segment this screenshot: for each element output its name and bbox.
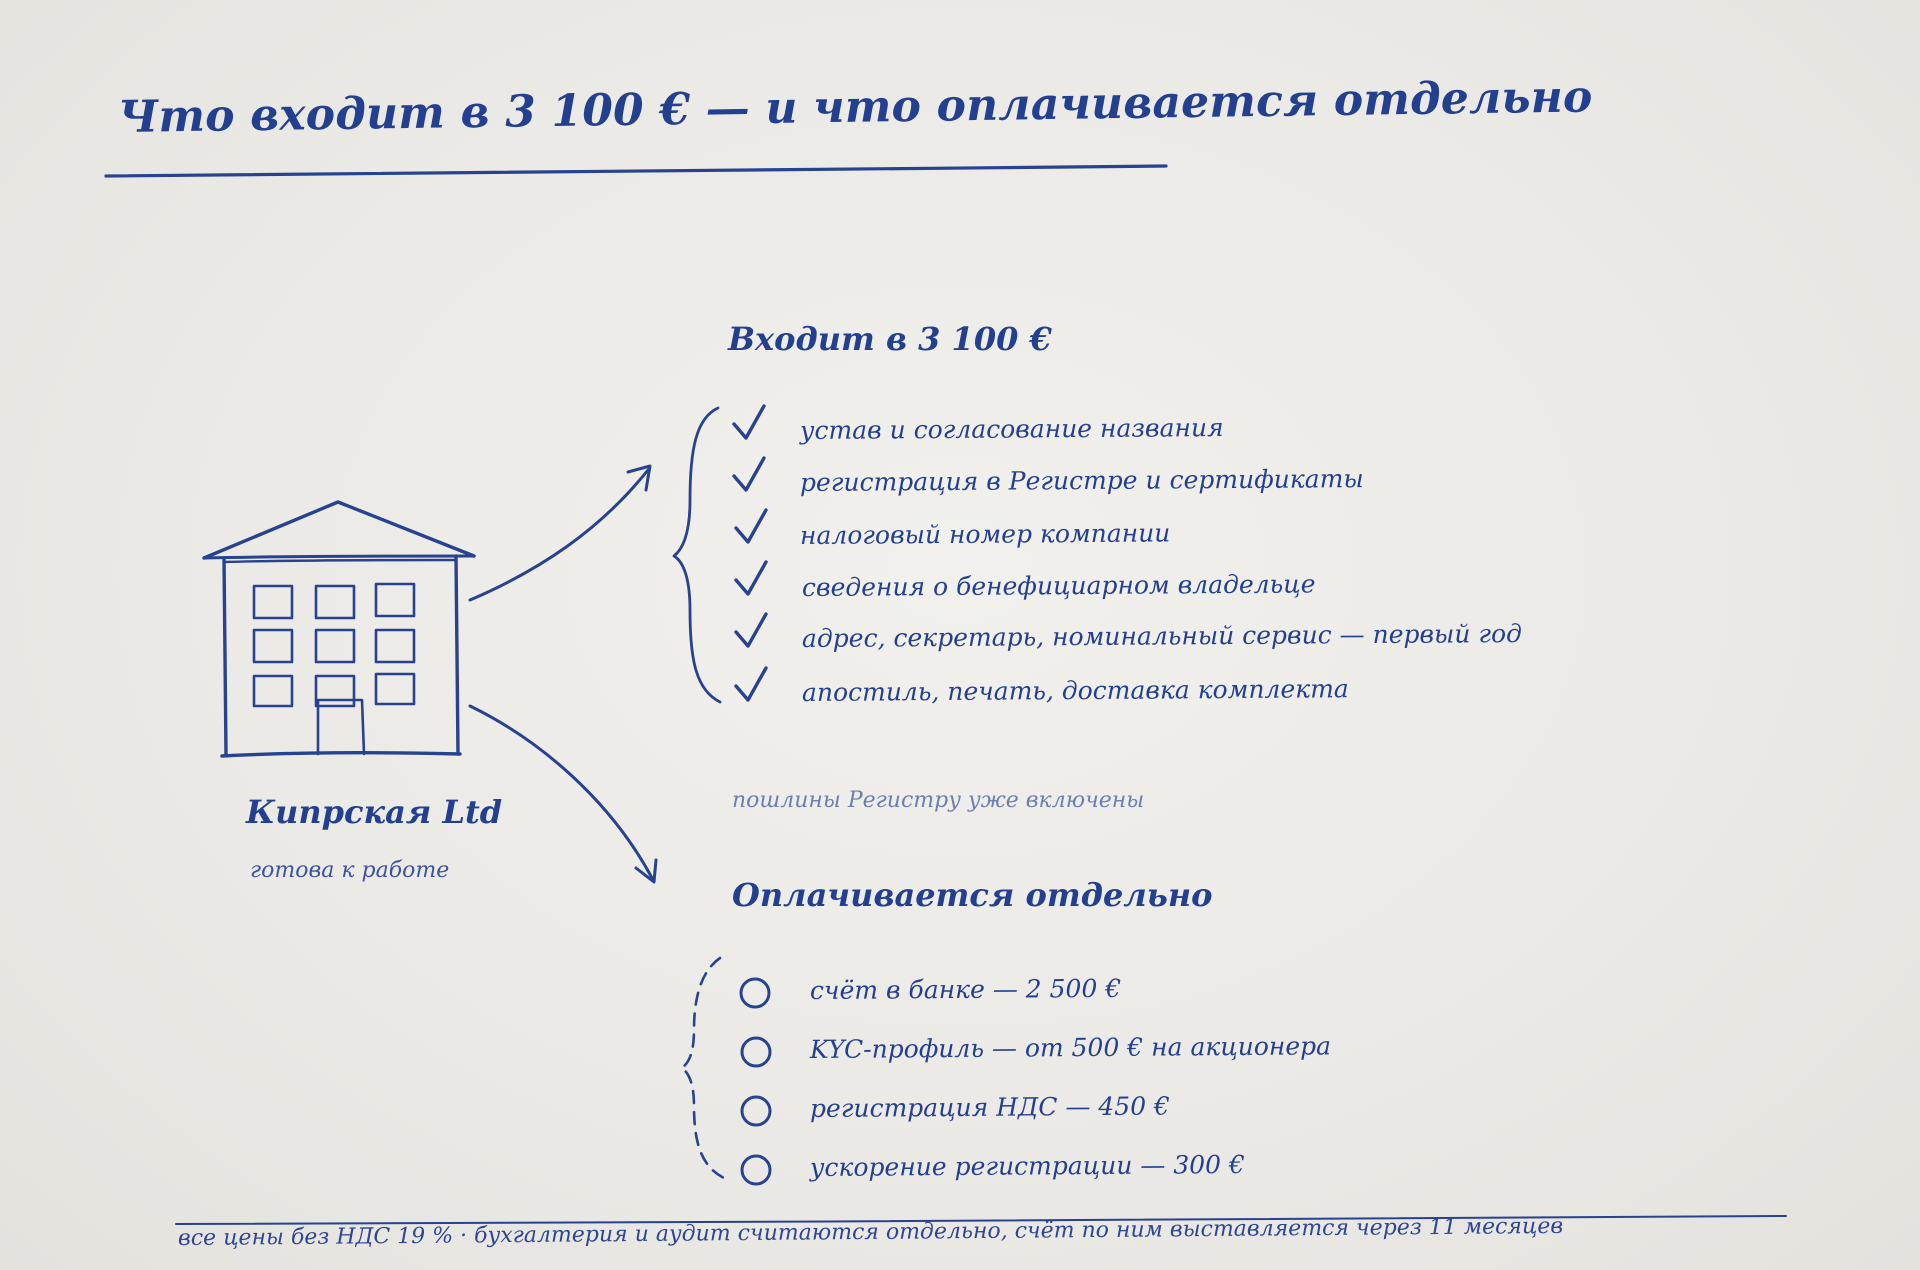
page-title: Что входит в 3 100 € — и что оплачивается отдельно bbox=[117, 71, 1593, 143]
extra-heading: Оплачивается отдельно bbox=[732, 876, 1213, 914]
included-item: регистрация в Регистре и сертификаты bbox=[799, 464, 1364, 497]
included-item: сведения о бенефициарном владельце bbox=[801, 569, 1316, 602]
footnote: все цены без НДС 19 % · бухгалтерия и аудит считаются отдельно, счёт по ним выставляется через 11 месяцев bbox=[177, 1213, 1564, 1251]
extra-item: счёт в банке — 2 500 € bbox=[809, 973, 1122, 1005]
included-item: адрес, секретарь, номинальный сервис — первый год bbox=[801, 618, 1523, 653]
included-item: налоговый номер компании bbox=[799, 518, 1171, 550]
company-status: готова к работе bbox=[250, 858, 450, 883]
included-item: устав и согласование названия bbox=[799, 413, 1224, 445]
included-heading: Входит в 3 100 € bbox=[728, 320, 1052, 358]
extra-item: регистрация НДС — 450 € bbox=[809, 1091, 1171, 1123]
company-name: Кипрская Ltd bbox=[246, 793, 503, 831]
extra-item: KYC-профиль — от 500 € на акционера bbox=[809, 1031, 1332, 1064]
extra-item: ускорение регистрации — 300 € bbox=[809, 1149, 1245, 1182]
included-item: апостиль, печать, доставка комплекта bbox=[801, 674, 1349, 707]
included-note: пошлины Регистру уже включены bbox=[732, 788, 1145, 813]
